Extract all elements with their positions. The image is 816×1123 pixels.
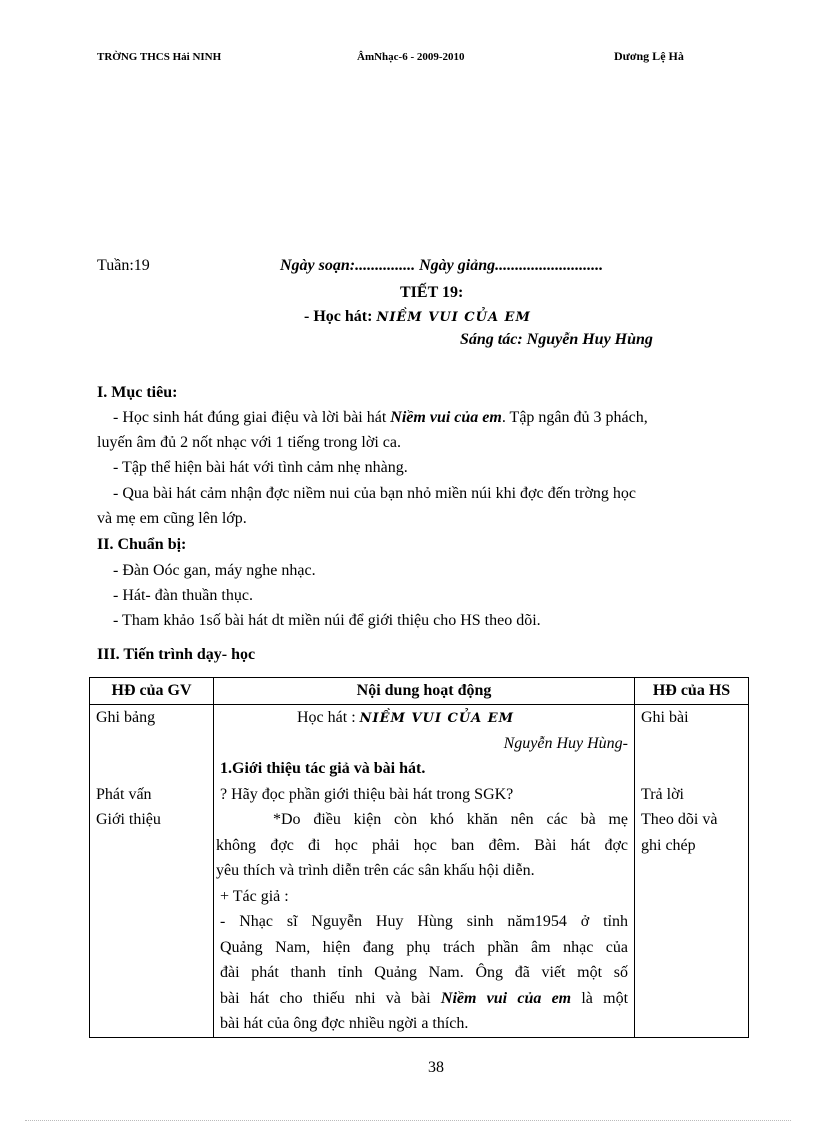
composer-line: Sáng tác: Nguyễn Huy Hùng <box>460 331 653 348</box>
a4-song: Niềm vui của em <box>440 989 572 1007</box>
content-author: Nguyễn Huy Hùng- <box>503 734 628 752</box>
hs-theo-doi: Theo dõi và <box>641 811 718 828</box>
content-a1: - Nhạc sĩ Nguyễn Huy Hùng sinh năm1954 ở tỉnh <box>220 913 628 930</box>
content-p2: không đợc đi học phải học ban đêm. Bài hát đợc <box>216 836 628 854</box>
lesson-title: TIẾT 19: <box>400 284 464 301</box>
week-label: Tuần:19 <box>97 257 150 274</box>
footer-divider <box>25 1120 791 1121</box>
page-number: 38 <box>428 1059 444 1076</box>
section2-heading: II. Chuẩn bị: <box>97 536 187 553</box>
gv-phat-van: Phát vấn <box>96 785 152 803</box>
activity-table <box>89 677 749 1038</box>
content-a2: Quảng Nam, hiện đang phụ trách phần âm nhạc của <box>220 938 628 956</box>
teacher-activity-cell <box>90 705 214 1038</box>
section3-heading: III. Tiến trình dạy- học <box>97 646 256 663</box>
objective-1-tail: . Tập ngân đủ 3 phách, <box>501 409 648 426</box>
objective-1 <box>97 409 777 427</box>
song-title: NIỀM VUI CỦA EM <box>376 310 531 325</box>
prep-item-2: - Hát- đàn thuần thục. <box>113 587 253 604</box>
header-teacher: Dương Lệ Hà <box>614 49 684 63</box>
lesson-learn-line <box>304 308 531 326</box>
col-header-student: HĐ của HS <box>635 678 749 705</box>
col-header-content: Nội dung hoạt động <box>214 678 635 705</box>
objective-2: - Tập thể hiện bài hát với tình cảm nhẹ nhàng. <box>113 459 408 476</box>
content-hoc-hat <box>214 705 634 731</box>
prep-item-1: - Đàn Oóc gan, máy nghe nhạc. <box>113 562 316 579</box>
content-p3: yêu thích và trình diễn trên các sân khấu hội diễn. <box>216 862 535 879</box>
content-a3: đài phát thanh tỉnh Quảng Nam. Ông đã viết một số <box>220 964 628 981</box>
table-song-title: NIỀM VUI CỦA EM <box>359 711 515 726</box>
student-activity-cell <box>635 705 749 1038</box>
hs-ghi-chep: ghi chép <box>641 836 696 854</box>
content-author-label: + Tác giả : <box>220 887 289 905</box>
table-row <box>90 705 749 1038</box>
objective-1-song: Niềm vui của em <box>390 409 502 426</box>
prep-item-3: - Tham khảo 1số bài hát dt miền núi để giới thiệu cho HS theo dõi. <box>113 612 541 629</box>
hs-ghi-bai: Ghi bài <box>641 709 689 726</box>
content-question: ? Hãy đọc phần giới thiệu bài hát trong SGK? <box>220 785 514 803</box>
table-header-row <box>90 678 749 705</box>
hoc-hat-label: Học hát : <box>297 709 356 726</box>
content-a5: bài hát của ông đợc nhiều ngời a thích. <box>220 1015 469 1032</box>
content-intro-heading: 1.Giới thiệu tác giả và bài hát. <box>220 760 426 777</box>
learn-prefix: - Học hát: <box>304 308 373 325</box>
header-school: TRỜNG THCS Hải NINH <box>97 51 222 63</box>
hs-tra-loi: Trả lời <box>641 785 684 803</box>
header-subject: ÂmNhạc-6 - 2009-2010 <box>357 51 465 63</box>
objective-1-cont: luyến âm đủ 2 nốt nhạc với 1 tiếng trong lời ca. <box>97 434 401 451</box>
objective-3: - Qua bài hát cảm nhận đợc niềm nui của bạn nhỏ miền núi khi đợc đến trờng học <box>113 485 637 502</box>
a4-post: là một <box>571 989 629 1007</box>
gv-gioi-thieu: Giới thiệu <box>96 811 161 828</box>
objective-1-text: - Học sinh hát đúng giai điệu và lời bài hát <box>113 409 391 426</box>
col-header-teacher: HĐ của GV <box>90 678 214 705</box>
dates-line: Ngày soạn:............... Ngày giảng........................... <box>280 257 604 274</box>
content-p1: *Do điều kiện còn khó khăn nên các bà mẹ <box>273 811 628 828</box>
content-cell <box>214 705 635 1038</box>
content-a4 <box>214 986 634 1012</box>
section1-heading: I. Mục tiêu: <box>97 384 178 401</box>
a4-pre: bài hát cho thiếu nhi và bài <box>220 989 441 1007</box>
gv-ghi-bang: Ghi bảng <box>96 709 156 726</box>
objective-3-cont: và mẹ em cũng lên lớp. <box>97 510 247 527</box>
